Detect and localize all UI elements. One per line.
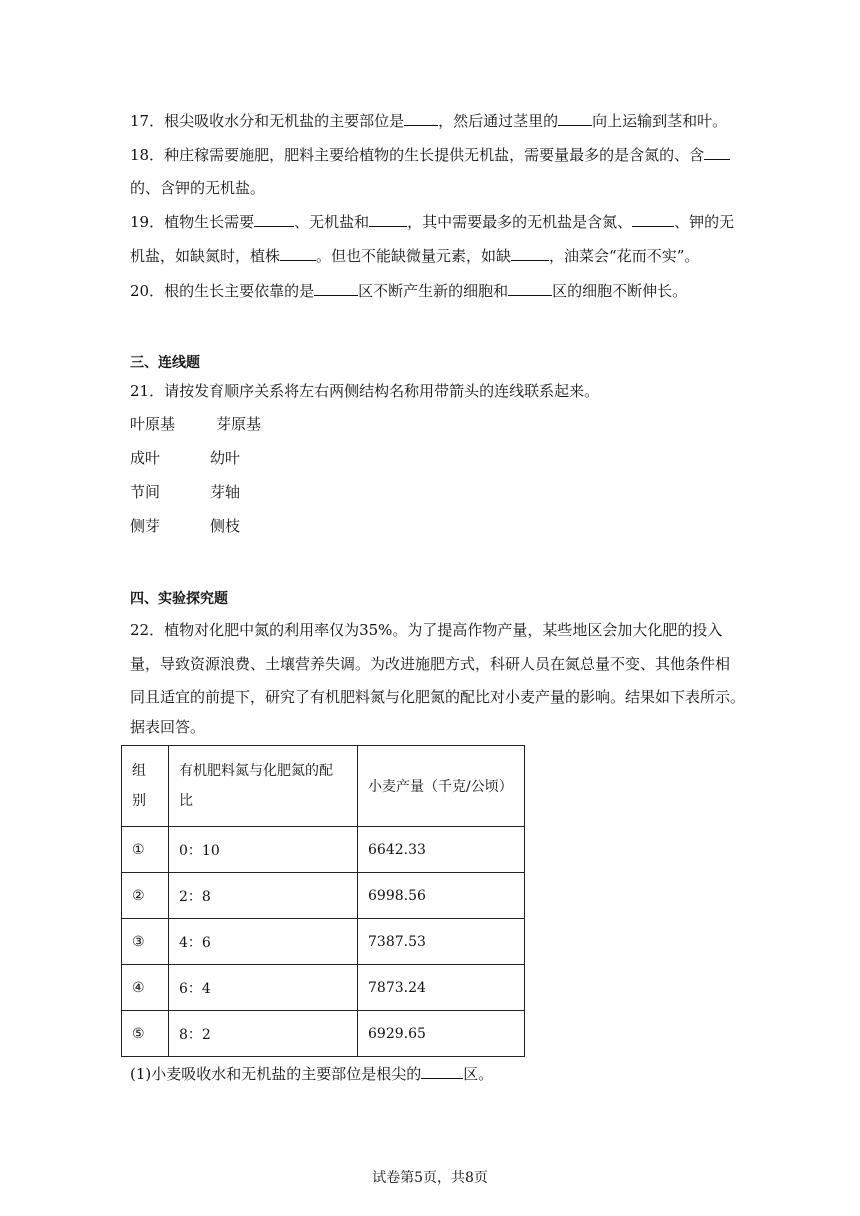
section-4-heading: 四、实验探究题 bbox=[130, 591, 228, 607]
cell-ratio: 6：4 bbox=[169, 965, 358, 1011]
table-row bbox=[122, 1011, 525, 1057]
matching-left-item: 侧芽 bbox=[130, 517, 161, 535]
matching-pair bbox=[130, 414, 262, 434]
question-18-line-2: 的、含钾的无机盐。 bbox=[130, 179, 266, 197]
question-19-line-1: 19．植物生长需要 、无机盐和 ，其中需要最多的无机盐是含氮、 、钾的无 bbox=[130, 213, 735, 231]
cell-yield: 6929.65 bbox=[358, 1011, 525, 1057]
table-header-row bbox=[122, 746, 525, 827]
question-22-line-2: 量，导致资源浪费、土壤营养失调。为改进施肥方式，科研人员在氮总量不变、其他条件相 bbox=[130, 655, 731, 673]
answer-blank bbox=[421, 1064, 463, 1079]
matching-right-item: 幼叶 bbox=[210, 449, 241, 467]
answer-blank bbox=[558, 111, 592, 126]
matching-right-item: 芽轴 bbox=[210, 483, 241, 501]
cell-group: ② bbox=[122, 873, 169, 919]
answer-blank bbox=[314, 281, 358, 296]
cell-yield: 6642.33 bbox=[358, 827, 525, 873]
cell-ratio: 4：6 bbox=[169, 919, 358, 965]
table-row bbox=[122, 965, 525, 1011]
matching-pair bbox=[130, 516, 241, 536]
answer-blank bbox=[704, 145, 730, 160]
answer-blank bbox=[632, 212, 674, 227]
cell-yield: 7873.24 bbox=[358, 965, 525, 1011]
cell-group: ⑤ bbox=[122, 1011, 169, 1057]
cell-ratio: 8：2 bbox=[169, 1011, 358, 1057]
matching-right-item: 侧枝 bbox=[210, 517, 241, 535]
question-22-line-4: 据表回答。 bbox=[130, 718, 206, 736]
matching-left-item: 成叶 bbox=[130, 449, 161, 467]
header-group: 组 别 bbox=[122, 746, 169, 827]
question-19-line-2: 机盐，如缺氮时，植株 。但也不能缺微量元素，如缺 ，油菜会“花而不实”。 bbox=[130, 247, 700, 265]
cell-group: ③ bbox=[122, 919, 169, 965]
cell-yield: 7387.53 bbox=[358, 919, 525, 965]
cell-ratio: 0：10 bbox=[169, 827, 358, 873]
answer-blank bbox=[404, 111, 438, 126]
experiment-table bbox=[121, 745, 525, 1057]
header-ratio: 有机肥料氮与化肥氮的配 比 bbox=[169, 746, 358, 827]
matching-left-item: 叶原基 bbox=[130, 415, 176, 433]
cell-yield: 6998.56 bbox=[358, 873, 525, 919]
table-row bbox=[122, 919, 525, 965]
answer-blank bbox=[508, 281, 552, 296]
question-22-line-3: 同且适宜的前提下，研究了有机肥料氮与化肥氮的配比对小麦产量的影响。结果如下表所示。 bbox=[130, 688, 746, 706]
answer-blank bbox=[511, 246, 549, 261]
section-3-heading: 三、连线题 bbox=[130, 355, 200, 371]
table-row bbox=[122, 827, 525, 873]
question-17: 17．根尖吸收水分和无机盐的主要部位是 ，然后通过茎里的 向上运输到茎和叶。 bbox=[130, 112, 728, 130]
answer-blank bbox=[369, 212, 407, 227]
question-22-line-1: 22．植物对化肥中氮的利用率仅为35%。为了提高作物产量，某些地区会加大化肥的投入 bbox=[130, 621, 723, 639]
question-20: 20．根的生长主要依靠的是 区不断产生新的细胞和 区的细胞不断伸长。 bbox=[130, 282, 688, 300]
matching-pair bbox=[130, 482, 241, 502]
question-21-stem: 21．请按发育顺序关系将左右两侧结构名称用带箭头的连线联系起来。 bbox=[130, 382, 600, 400]
cell-ratio: 2：8 bbox=[169, 873, 358, 919]
cell-group: ① bbox=[122, 827, 169, 873]
cell-group: ④ bbox=[122, 965, 169, 1011]
table-row bbox=[122, 873, 525, 919]
answer-blank bbox=[254, 212, 294, 227]
question-18-line-1: 18．种庄稼需要施肥，肥料主要给植物的生长提供无机盐，需要量最多的是含氮的、含 bbox=[130, 145, 730, 165]
page-footer: 试卷第5页，共8页 bbox=[372, 1170, 488, 1186]
matching-left-item: 节间 bbox=[130, 483, 161, 501]
header-yield: 小麦产量（千克/公顷） bbox=[358, 746, 525, 827]
answer-blank bbox=[280, 246, 316, 261]
matching-pair bbox=[130, 448, 241, 468]
matching-right-item: 芽原基 bbox=[216, 415, 262, 433]
question-22-sub-1: (1)小麦吸收水和无机盐的主要部位是根尖的 区。 bbox=[130, 1065, 494, 1083]
